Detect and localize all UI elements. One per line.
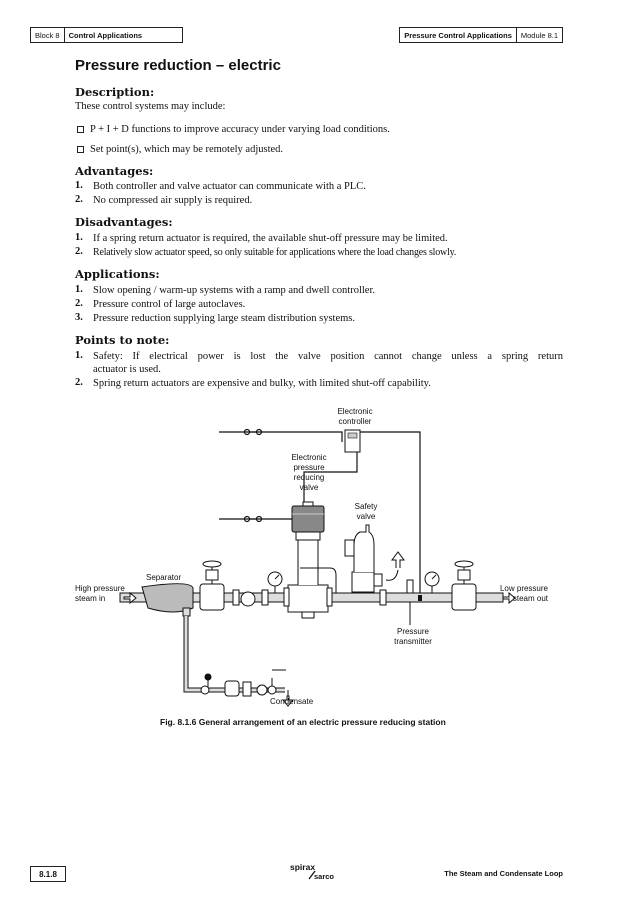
label-electronic-controller: Electronic controller bbox=[337, 407, 373, 426]
applications-heading: Applications: bbox=[75, 267, 160, 281]
description-intro: These control systems may include: bbox=[75, 101, 226, 112]
figure-caption: Fig. 8.1.6 General arrangement of an electric pressure reducing station bbox=[160, 717, 446, 727]
label-electronic-valve: Electronic pressure reducing valve bbox=[291, 453, 327, 492]
label-pressure-transmitter: Pressure transmitter bbox=[394, 627, 432, 646]
application-item: Slow opening / warm-up systems with a ramp and dwell controller. bbox=[93, 285, 375, 296]
header-module: Module 8.1 bbox=[516, 28, 562, 42]
logo-spirax: spirax bbox=[290, 862, 316, 872]
isolation-valve-icon bbox=[452, 561, 476, 610]
disadvantage-item: If a spring return actuator is required, the available shut-off pressure may be limited. bbox=[93, 233, 448, 244]
header-block-title: Control Applications bbox=[64, 28, 182, 42]
list-number: 2. bbox=[75, 246, 83, 257]
control-valve-body bbox=[288, 585, 328, 612]
arrow-up-icon bbox=[392, 552, 404, 568]
list-number: 3. bbox=[75, 312, 83, 323]
safety-valve-icon bbox=[345, 525, 382, 593]
application-item: Pressure reduction supplying large steam distribution systems. bbox=[93, 313, 355, 324]
advantage-item: Both controller and valve actuator can communicate with a PLC. bbox=[93, 181, 366, 192]
isolation-valve-icon bbox=[200, 561, 224, 610]
strainer-icon bbox=[241, 592, 255, 606]
label-high-pressure: High pressure steam in bbox=[75, 584, 125, 603]
list-number: 2. bbox=[75, 377, 83, 388]
page-title: Pressure reduction – electric bbox=[75, 57, 281, 74]
book-title: The Steam and Condensate Loop bbox=[444, 869, 563, 878]
point-item-continued: actuator is used. bbox=[93, 364, 161, 375]
electric-actuator-icon bbox=[292, 506, 324, 532]
list-number: 1. bbox=[75, 180, 83, 191]
header-block: Block 8 bbox=[35, 30, 60, 40]
list-number: 2. bbox=[75, 298, 83, 309]
description-heading: Description: bbox=[75, 85, 155, 99]
point-item: Safety: If electrical power is lost the valve position cannot change unless a spring return bbox=[93, 351, 563, 362]
disadvantages-heading: Disadvantages: bbox=[75, 215, 173, 229]
label-low-pressure: Low pressure steam out bbox=[499, 584, 548, 603]
description-bullet: Set point(s), which may be remotely adjusted. bbox=[90, 144, 284, 155]
controller-signal-wire bbox=[219, 432, 342, 442]
pressure-transmitter-icon bbox=[407, 580, 413, 593]
disadvantage-item: Relatively slow actuator speed, so only suitable for applications where the load changes slowly. bbox=[93, 247, 457, 258]
application-item: Pressure control of large autoclaves. bbox=[93, 299, 246, 310]
points-heading: Points to note: bbox=[75, 333, 170, 347]
advantage-item: No compressed air supply is required. bbox=[93, 195, 253, 206]
point-item: Spring return actuators are expensive and bulky, with limited shut-off capability. bbox=[93, 378, 431, 389]
list-number: 1. bbox=[75, 232, 83, 243]
advantages-heading: Advantages: bbox=[75, 164, 154, 178]
list-number: 1. bbox=[75, 350, 83, 361]
header-section: Pressure Control Applications bbox=[404, 30, 512, 40]
page-number: 8.1.8 bbox=[30, 866, 66, 882]
label-separator: Separator bbox=[146, 573, 182, 582]
list-number: 2. bbox=[75, 194, 83, 205]
list-number: 1. bbox=[75, 284, 83, 295]
logo-sarco: sarco bbox=[314, 872, 335, 881]
label-condensate: Condensate bbox=[270, 697, 314, 706]
label-safety-valve: Safety valve bbox=[354, 502, 378, 521]
description-bullet: P + I + D functions to improve accuracy under varying load conditions. bbox=[90, 124, 390, 135]
